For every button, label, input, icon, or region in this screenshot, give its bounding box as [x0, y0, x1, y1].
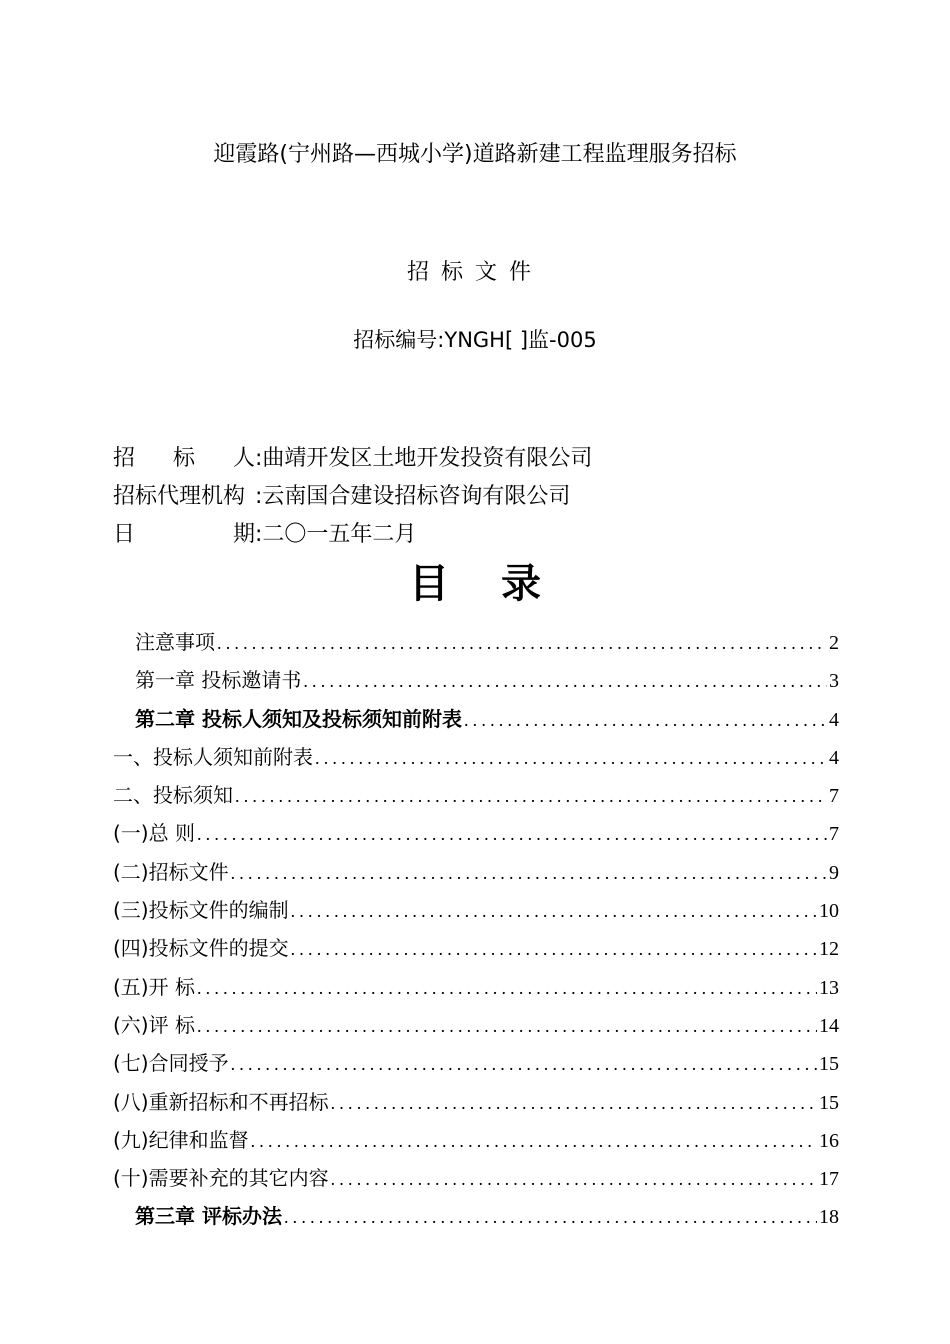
tenderer-label: 招 标 人 [113, 446, 255, 471]
toc-page-number: 7 [829, 785, 839, 808]
toc-dot-leader [231, 854, 827, 891]
toc-dot-leader [284, 1198, 817, 1235]
agency-colon: : [255, 484, 263, 509]
date-row [113, 516, 592, 554]
toc-entry-title: 第三章 评标办法 [135, 1204, 282, 1229]
toc-dot-leader [251, 1122, 817, 1159]
toc-page-number: 15 [819, 1091, 839, 1114]
toc-entry-title: 注意事项 [135, 630, 215, 654]
toc-dot-leader [231, 1045, 817, 1082]
date-value: 二〇一五年二月 [262, 522, 417, 547]
toc-dot-leader [331, 1084, 817, 1121]
toc-dot-leader [291, 892, 817, 929]
toc-dot-leader [235, 777, 827, 814]
toc-entry[interactable] [113, 1006, 839, 1044]
toc-dot-leader [197, 969, 817, 1006]
toc-page-number: 13 [819, 976, 839, 999]
toc-entry[interactable] [113, 700, 839, 738]
toc-entry-title: (五)开 标 [113, 974, 195, 999]
toc-entry[interactable] [113, 776, 839, 814]
toc-entry[interactable] [113, 1044, 839, 1082]
toc-entry-title: (三)投标文件的编制 [113, 898, 289, 923]
toc-entry-title: 一、投标人须知前附表 [113, 744, 313, 769]
date-colon: : [255, 522, 263, 547]
toc-entry[interactable] [113, 814, 839, 852]
toc-page-number: 4 [829, 708, 839, 731]
toc-entry[interactable] [113, 929, 839, 967]
toc-page-number: 16 [819, 1129, 839, 1152]
toc-entry-title: (九)纪律和监督 [113, 1127, 249, 1152]
tenderer-row [113, 440, 592, 478]
toc-dot-leader [197, 815, 827, 852]
toc-dot-leader [217, 624, 827, 661]
toc-entry[interactable] [113, 968, 839, 1006]
toc-dot-leader [315, 739, 827, 776]
toc-page-number: 4 [829, 746, 839, 769]
toc-dot-leader [197, 1007, 817, 1044]
agency-value: 云南国合建设招标咨询有限公司 [262, 484, 571, 509]
toc-entry-title: 第二章 投标人须知及投标须知前附表 [135, 706, 462, 731]
toc-entry[interactable] [113, 891, 839, 929]
toc-entry-title: (六)评 标 [113, 1012, 195, 1037]
toc-entry-title: 第一章 投标邀请书 [135, 668, 302, 693]
document-type-title: 招标文件 [406, 260, 543, 285]
toc-page-number: 3 [829, 670, 839, 693]
toc-entry[interactable] [113, 623, 839, 661]
toc-page-number: 12 [819, 938, 839, 961]
toc-page-number: 2 [829, 632, 839, 654]
agency-label: 招标代理机构 [113, 484, 246, 509]
tenderer-value: 曲靖开发区土地开发投资有限公司 [262, 446, 593, 471]
toc-dot-leader [303, 662, 827, 699]
toc-dot-leader [331, 1160, 817, 1197]
toc-page-number: 10 [819, 900, 839, 923]
toc-entry-title: (一)总 则 [113, 821, 195, 846]
toc-entry-title: (七)合同授予 [113, 1051, 229, 1076]
toc-page-number: 18 [819, 1206, 839, 1229]
toc-page-number: 9 [829, 861, 839, 884]
toc-page-number: 15 [819, 1053, 839, 1076]
toc-heading: 目 录 [409, 561, 541, 607]
toc-dot-leader [291, 930, 817, 967]
tenderer-colon: : [255, 446, 263, 471]
toc-dot-leader [464, 701, 827, 738]
project-title: 迎霞路(宁州路—西城小学)道路新建工程监理服务招标 [213, 142, 737, 167]
agency-row [113, 478, 592, 516]
toc-entry[interactable] [113, 853, 839, 891]
toc-page-number: 14 [819, 1014, 839, 1037]
toc-entry-title: (十)需要补充的其它内容 [113, 1166, 329, 1191]
toc-entry[interactable] [113, 1159, 839, 1197]
toc-entry-title: (二)招标文件 [113, 859, 229, 884]
tender-info-block [113, 440, 592, 554]
toc-entry[interactable] [113, 1197, 839, 1235]
date-label: 日 期 [113, 522, 255, 547]
toc-page-number: 17 [819, 1168, 839, 1191]
toc-entry[interactable] [113, 1083, 839, 1121]
tender-number: 招标编号:YNGH[ ]监-005 [353, 328, 597, 352]
toc-entry-title: (八)重新招标和不再招标 [113, 1089, 329, 1114]
toc-entry[interactable] [113, 738, 839, 776]
toc-entry[interactable] [113, 661, 839, 699]
toc-page-number: 7 [829, 823, 839, 846]
toc-entry-title: (四)投标文件的提交 [113, 936, 289, 961]
toc-entry-title: 二、投标须知 [113, 783, 233, 808]
table-of-contents [113, 623, 839, 1236]
toc-entry[interactable] [113, 1121, 839, 1159]
